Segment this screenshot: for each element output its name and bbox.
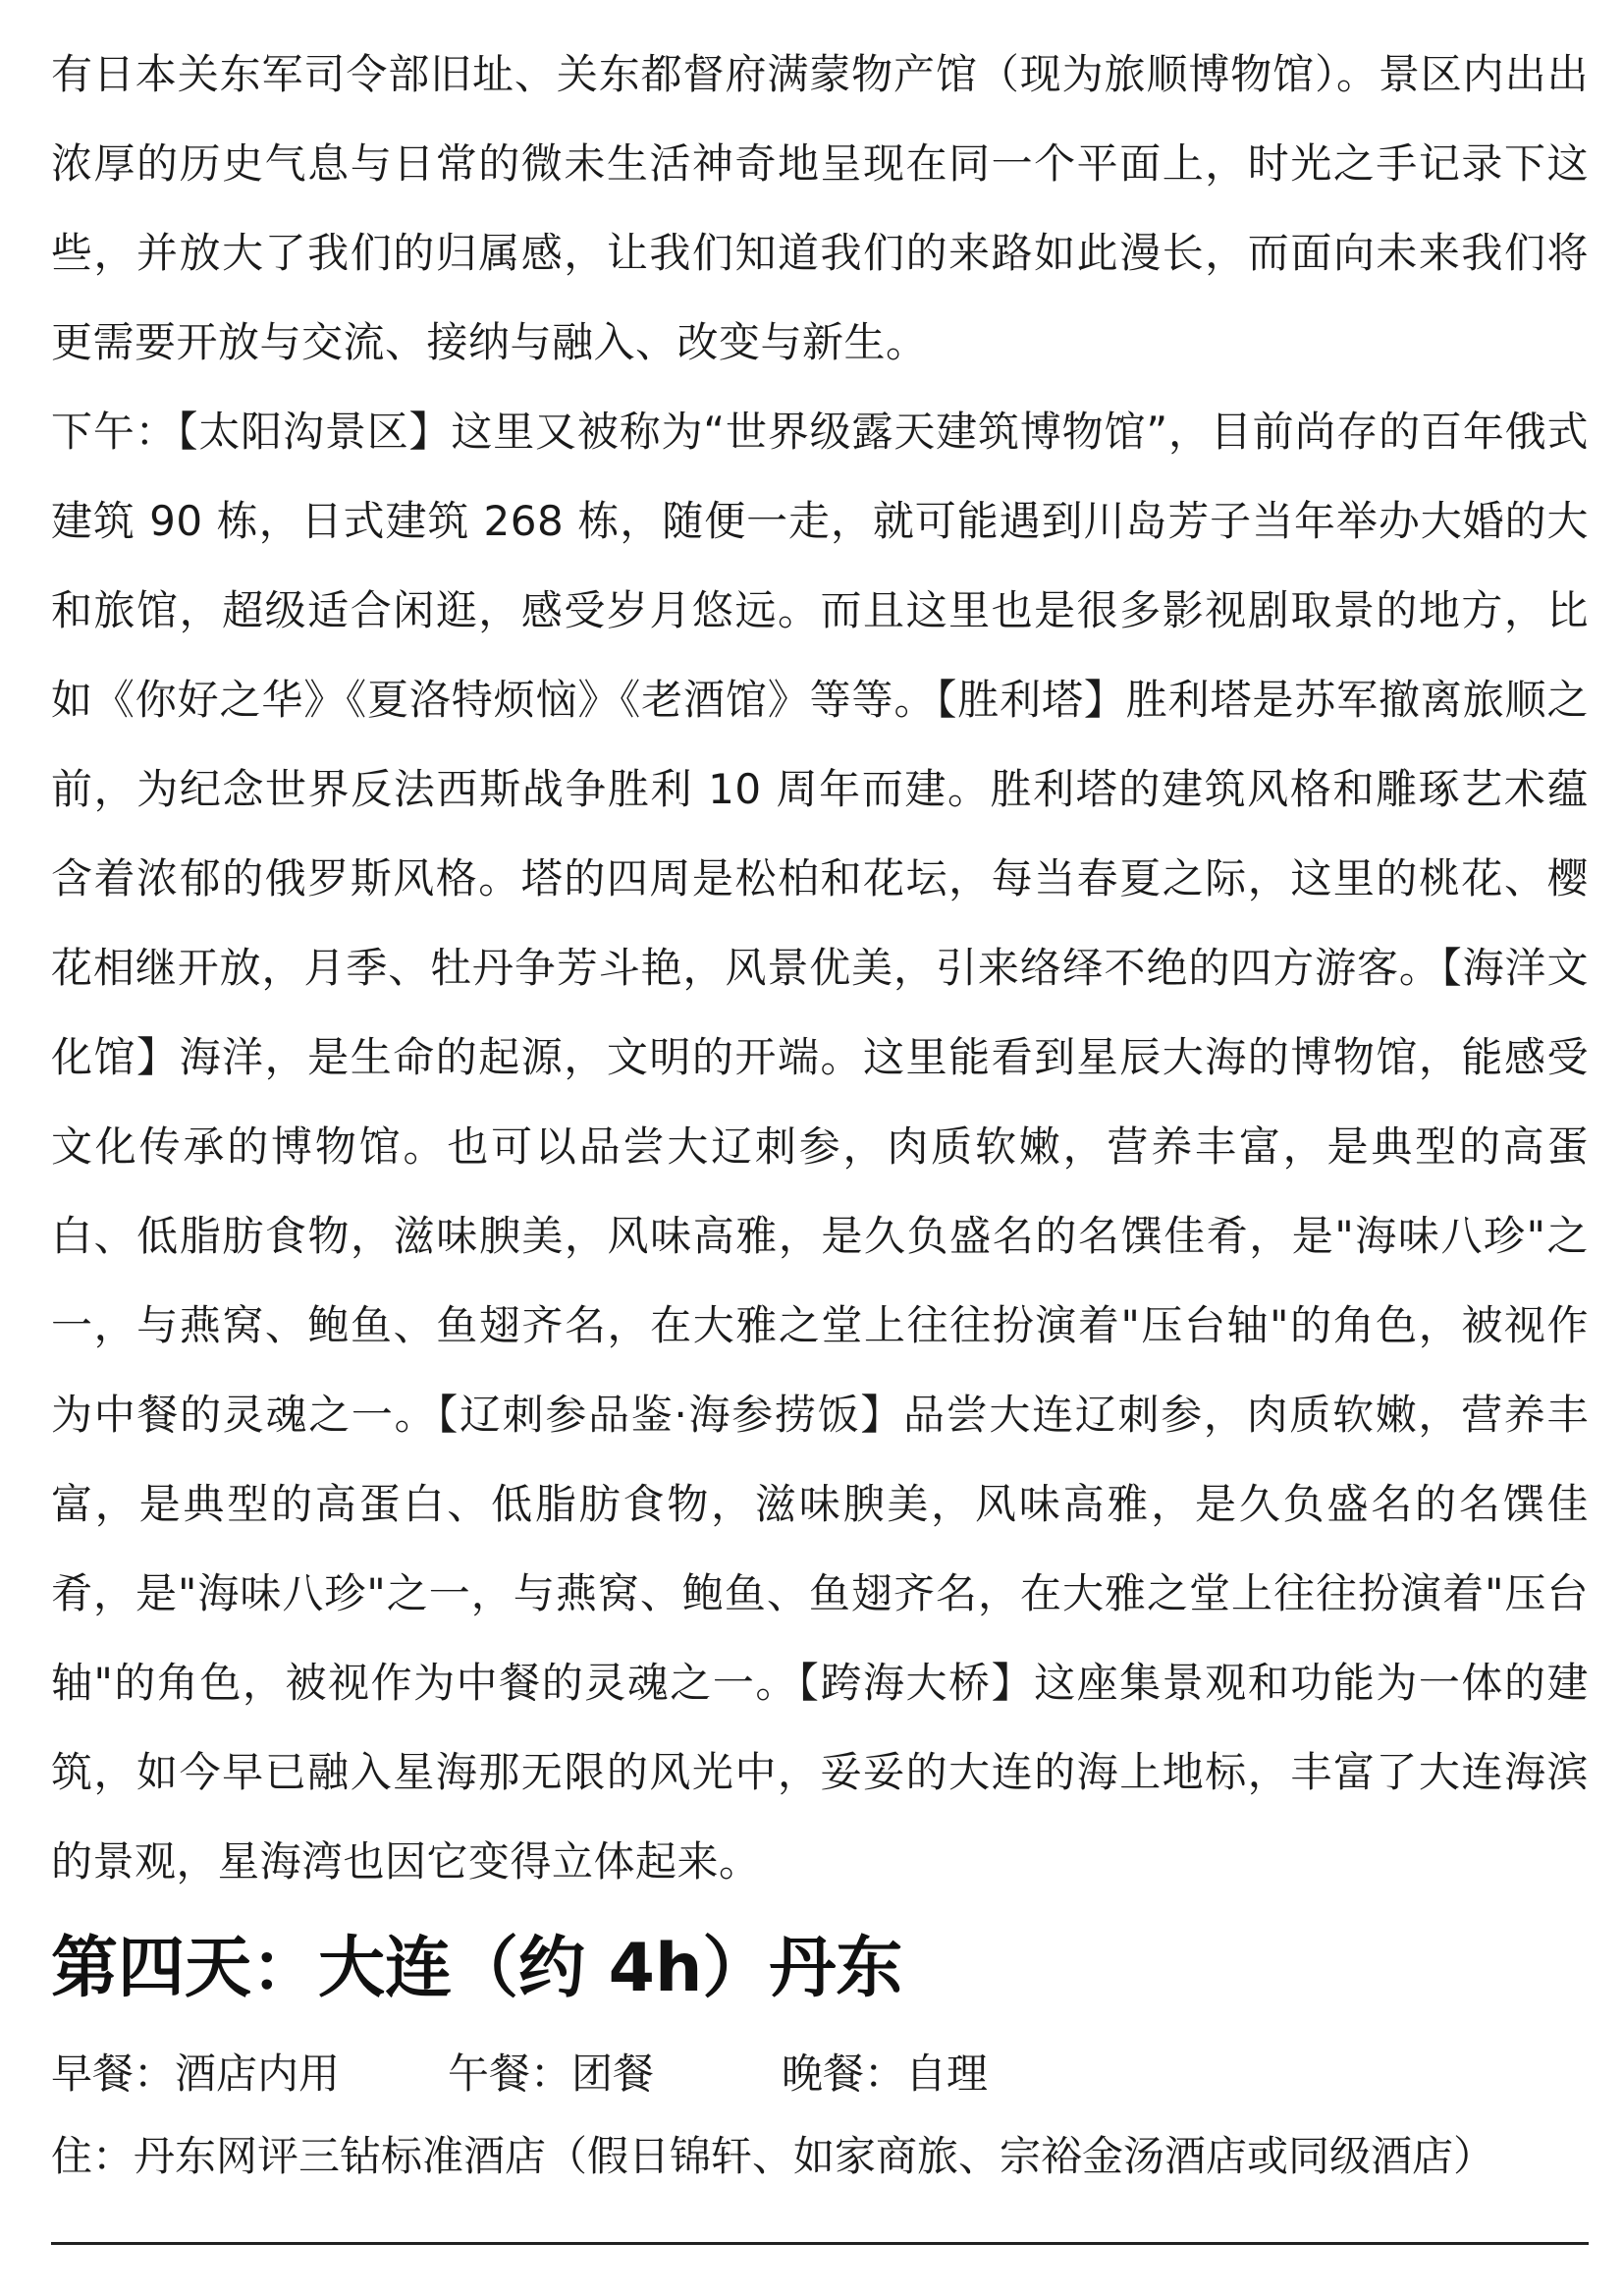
- paragraph-lushun-end: 有日本关东军司令部旧址、关东都督府满蒙物产馆（现为旅顺博物馆）。景区内出出浓厚的历史气息与日常的微未生活神奇地呈现在同一个平面上，时光之手记录下这些，并放大了我们的归属感，让我们知道我们的来路如此漫长，而面向未来我们将更需要开放与交流、接纳与融入、改变与新生。: [51, 50, 1589, 366]
- section-divider: [51, 2242, 1589, 2245]
- day4-meals: [51, 2034, 1589, 2114]
- day4-accommodation: 住：丹东网评三钻标准酒店（假日锦轩、如家商旅、宗裕金汤酒店或同级酒店）: [51, 2132, 1495, 2180]
- document-page: [51, 29, 1589, 2199]
- day4-title: 第四天：大连（约 4h）丹东: [51, 1930, 903, 2007]
- paragraph-afternoon: 下午：【太阳沟景区】这里又被称为“世界级露天建筑博物馆”，目前尚存的百年俄式建筑 90 栋，日式建筑 268 栋，随便一走，就可能遇到川岛芳子当年举办大婚的大和旅馆，超级适合闲逛，感受岁月悠远。而且这里也是很多影视剧取景的地方，比如《你好之华》《夏洛特烦恼》《老酒馆》等等。【胜利塔】胜利塔是苏军撤离旅顺之前，为纪念世界反法西斯战争胜利 10 周年而建。胜利塔的建筑风格和雕琢艺术蕴含着浓郁的俄罗斯风格。塔的四周是松柏和花坛，每当春夏之际，这里的桃花、樱花相继开放，月季、牡丹争芳斗艳，风景优美，引来络绎不绝的四方游客。【海洋文化馆】海洋，是生命的起源，文明的开端。这里能看到星辰大海的博物馆，能感受文化传承的博物馆。也可以品尝大辽刺参，肉质软嫩，营养丰富，是典型的高蛋白、低脂肪食物，滋味腴美，风味高雅，是久负盛名的名馔佳肴，是"海味八珍"之一，与燕窝、鲍鱼、鱼翅齐名，在大雅之堂上往往扮演着"压台轴"的角色，被视作为中餐的灵魂之一。【辽刺参品鉴·海参捞饭】品尝大连辽刺参，肉质软嫩，营养丰富，是典型的高蛋白、低脂肪食物，滋味腴美，风味高雅，是久负盛名的名馔佳肴，是"海味八珍"之一，与燕窝、鲍鱼、鱼翅齐名，在大雅之堂上往往扮演着"压台轴"的角色，被视作为中餐的灵魂之一。【跨海大桥】这座集景观和功能为一体的建筑，如今早已融入星海那无限的风光中，妥妥的大连的海上地标，丰富了大连海滨的景观，星海湾也因它变得立体起来。: [51, 408, 1589, 1886]
- lunch-info: 午餐：团餐: [448, 2050, 655, 2098]
- breakfast-info: 早餐：酒店内用: [51, 2050, 341, 2098]
- dinner-info: 晚餐：自理: [782, 2050, 989, 2098]
